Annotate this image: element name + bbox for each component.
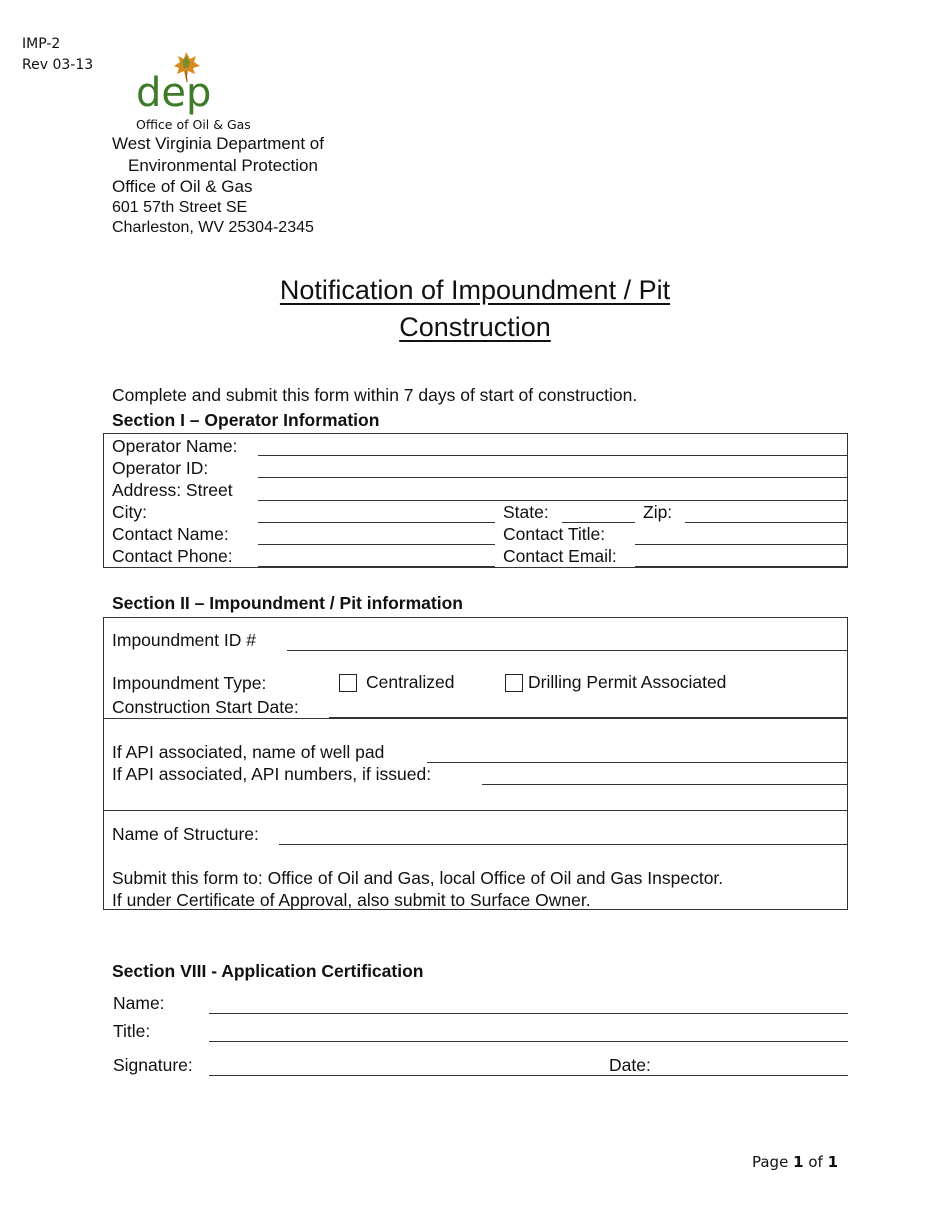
cert-name-field[interactable] <box>209 1013 848 1014</box>
title-line1: Notification of Impoundment / Pit <box>279 275 671 305</box>
contact-name-field[interactable] <box>258 544 495 545</box>
agency-city: Charleston, WV 25304-2345 <box>112 218 314 236</box>
title-line2: Construction <box>399 311 551 342</box>
drilling-permit-checkbox[interactable] <box>505 674 523 692</box>
cert-title-label: Title: <box>113 1021 151 1041</box>
section2-heading: Section II – Impoundment / Pit information <box>112 593 463 613</box>
cert-signature-field[interactable] <box>209 1075 848 1076</box>
section2-divider-1 <box>103 718 848 719</box>
city-field[interactable] <box>258 522 495 523</box>
maple-leaf-icon <box>130 48 270 118</box>
zip-field[interactable] <box>685 522 848 523</box>
agency-address <box>112 133 324 238</box>
contact-email-label: Contact Email: <box>503 546 617 566</box>
section8-heading: Section VIII - Application Certification <box>112 961 424 981</box>
centralized-option-label: Centralized <box>366 672 455 692</box>
form-code: IMP-2 <box>22 36 61 52</box>
city-label: City: <box>112 502 147 522</box>
state-label: State: <box>503 502 549 522</box>
form-revision: Rev 03-13 <box>22 57 94 73</box>
zip-label: Zip: <box>643 502 673 522</box>
page-title <box>0 272 950 345</box>
cert-date-label: Date: <box>609 1055 651 1075</box>
submit-instruction-2: If under Certificate of Approval, also submit to Surface Owner. <box>112 890 591 910</box>
cert-signature-label: Signature: <box>113 1055 193 1075</box>
cert-title-field[interactable] <box>209 1041 848 1042</box>
api-numbers-label: If API associated, API numbers, if issued: <box>112 764 432 784</box>
cert-name-label: Name: <box>113 993 165 1013</box>
agency-line2: Environmental Protection <box>128 155 318 175</box>
logo-subtitle: Office of Oil & Gas <box>136 117 251 132</box>
contact-phone-field[interactable] <box>258 566 495 567</box>
intro-text: Complete and submit this form within 7 days of start of construction. <box>112 385 638 405</box>
agency-office: Office of Oil & Gas <box>112 177 253 196</box>
structure-name-label: Name of Structure: <box>112 824 259 844</box>
construction-start-label: Construction Start Date: <box>112 697 299 717</box>
api-well-pad-label: If API associated, name of well pad <box>112 742 385 762</box>
section2-divider-2 <box>103 810 848 811</box>
api-numbers-field[interactable] <box>482 784 848 785</box>
contact-title-label: Contact Title: <box>503 524 606 544</box>
logo-wordmark: dep <box>136 70 212 116</box>
structure-name-field[interactable] <box>279 844 848 845</box>
impoundment-id-label: Impoundment ID # <box>112 630 256 650</box>
page-number: Page 1 of 1 <box>751 1153 838 1171</box>
form-code-block <box>22 34 93 76</box>
dep-logo <box>130 48 270 134</box>
contact-title-field[interactable] <box>635 544 848 545</box>
agency-line1: West Virginia Department of <box>112 134 324 153</box>
contact-phone-label: Contact Phone: <box>112 546 233 566</box>
drilling-permit-option-label: Drilling Permit Associated <box>528 672 727 692</box>
contact-email-field[interactable] <box>635 566 848 567</box>
api-well-pad-field[interactable] <box>427 762 848 763</box>
operator-id-field[interactable] <box>258 477 848 478</box>
operator-id-label: Operator ID: <box>112 458 209 478</box>
contact-name-label: Contact Name: <box>112 524 229 544</box>
operator-name-label: Operator Name: <box>112 436 238 456</box>
state-field[interactable] <box>562 522 635 523</box>
centralized-checkbox[interactable] <box>339 674 357 692</box>
operator-name-field[interactable] <box>258 455 848 456</box>
address-street-label: Address: Street <box>112 480 233 500</box>
submit-instruction-1: Submit this form to: Office of Oil and Gas, local Office of Oil and Gas Inspector. <box>112 868 724 888</box>
agency-street: 601 57th Street SE <box>112 198 248 216</box>
impoundment-id-field[interactable] <box>287 650 848 651</box>
impoundment-type-label: Impoundment Type: <box>112 673 267 693</box>
address-street-field[interactable] <box>258 500 848 501</box>
section1-heading: Section I – Operator Information <box>112 410 380 430</box>
